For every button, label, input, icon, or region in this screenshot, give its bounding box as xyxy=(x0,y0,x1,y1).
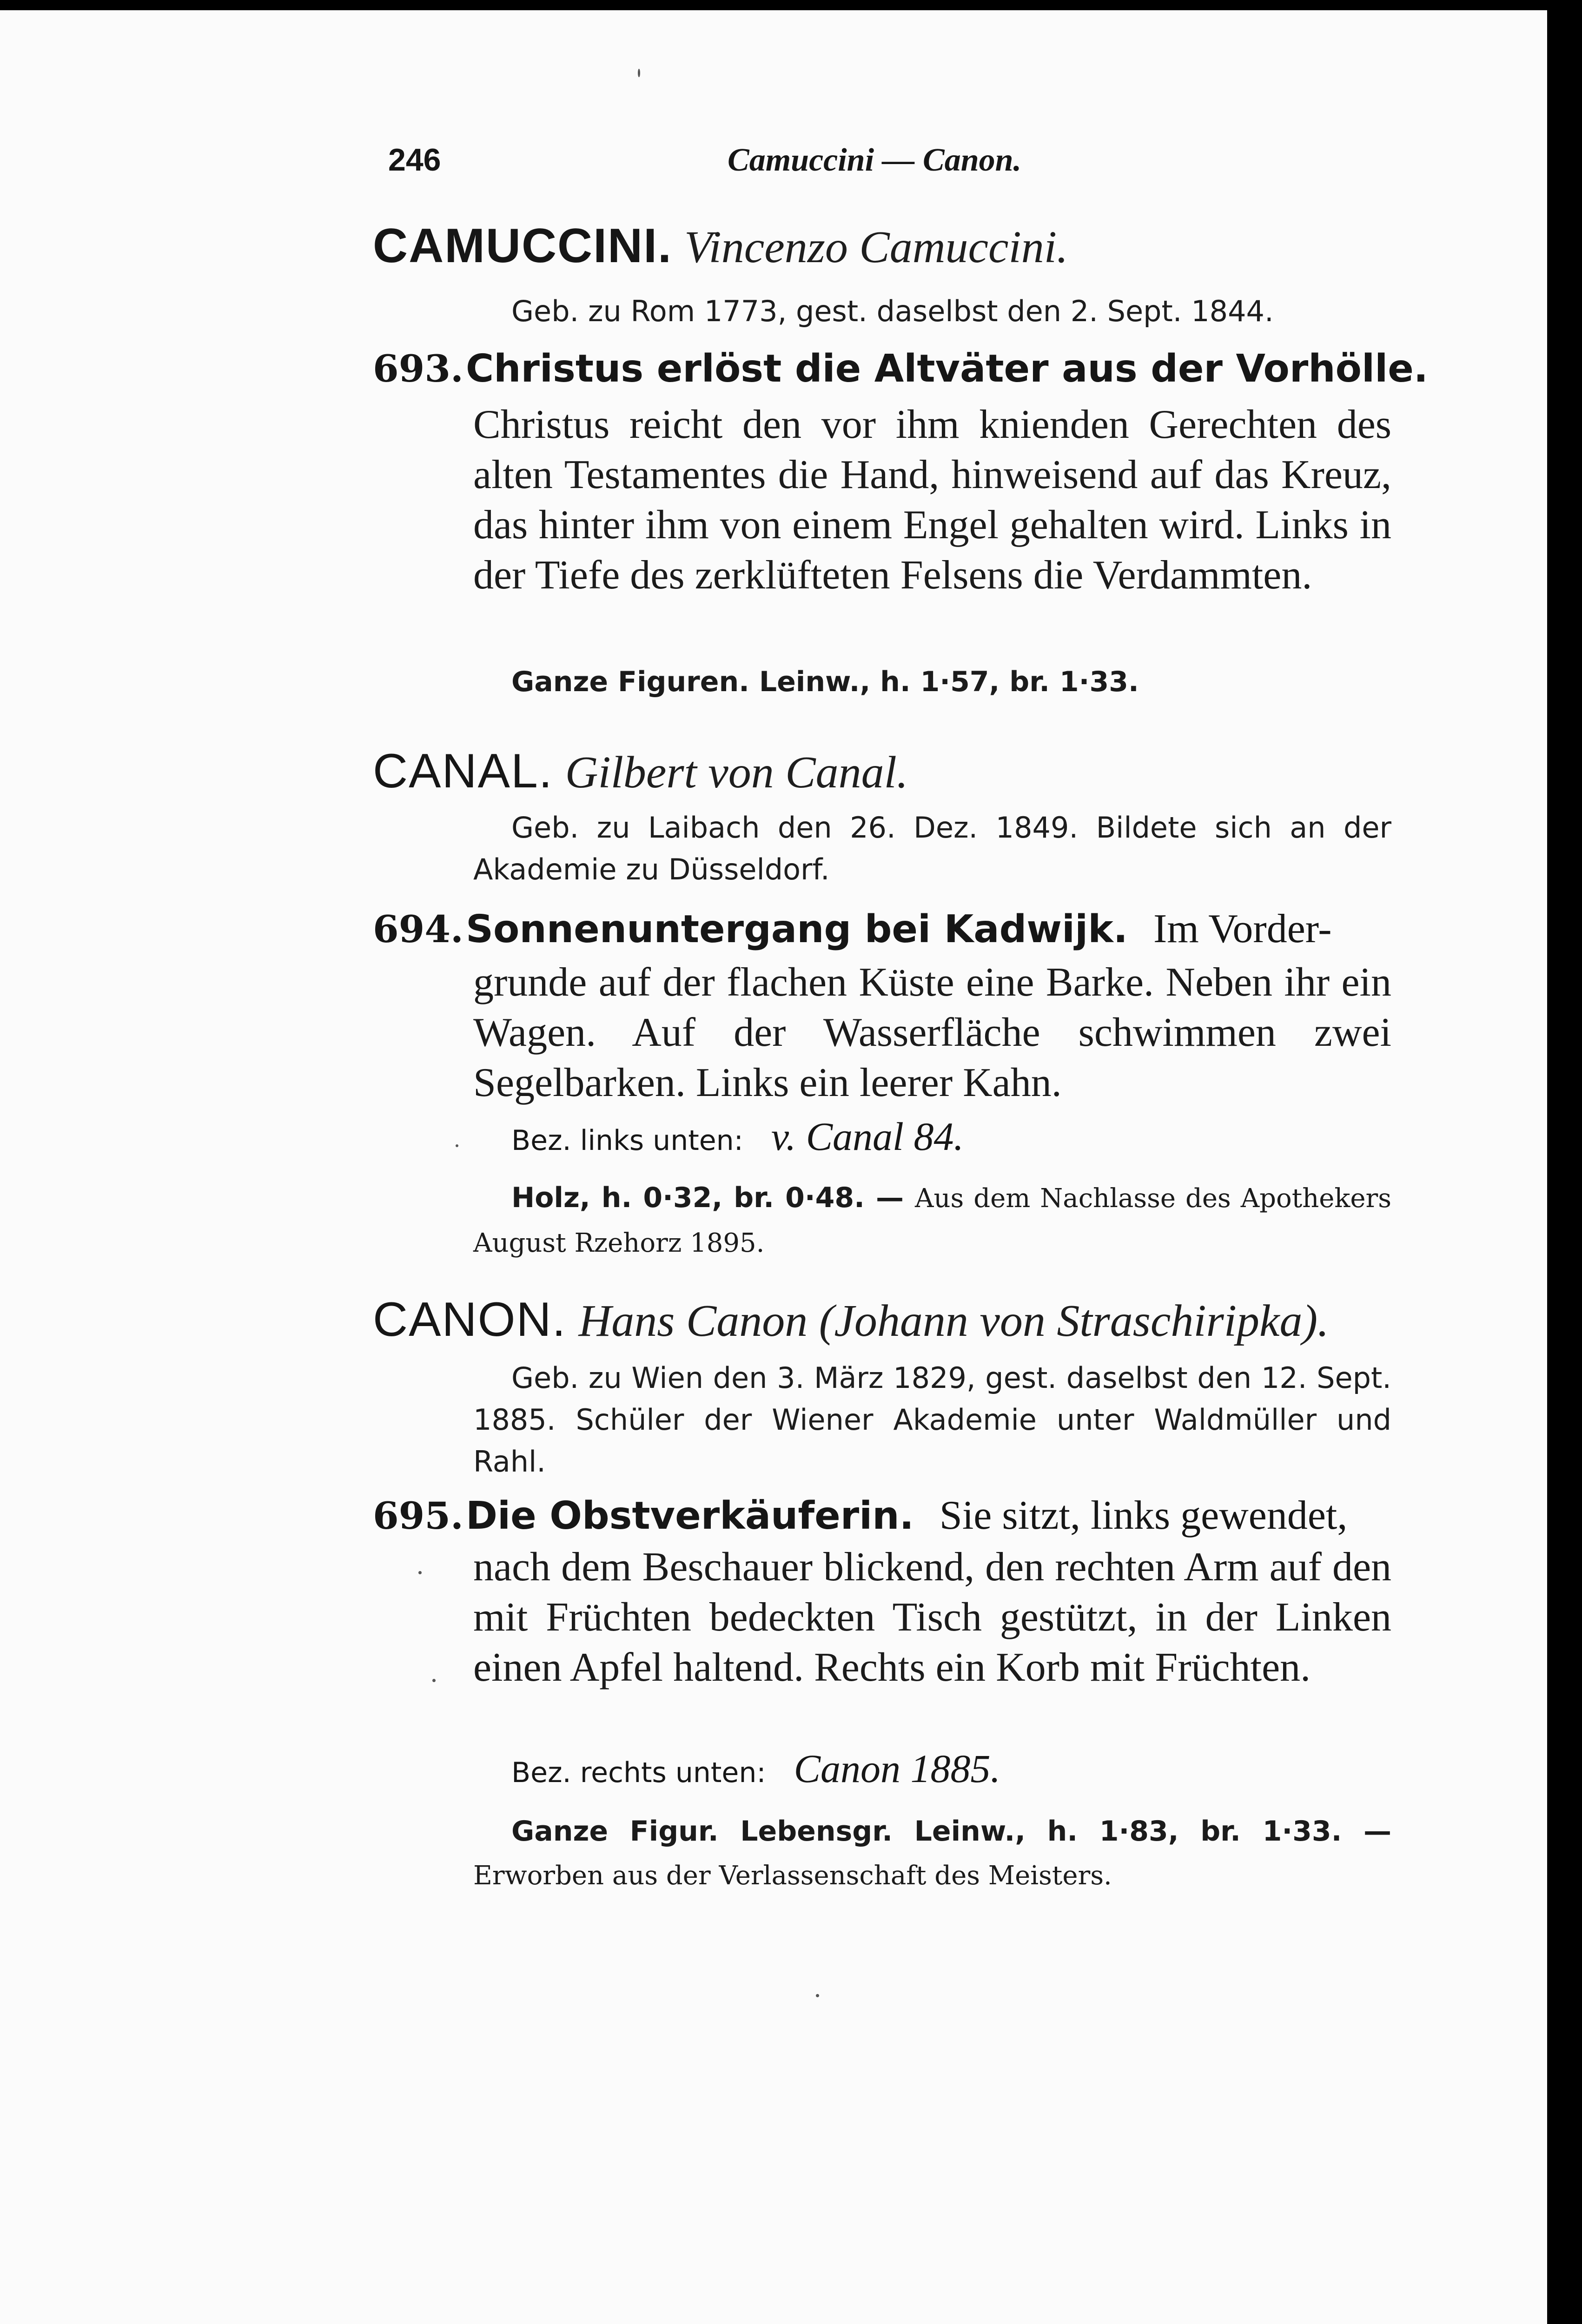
entry-description: Christus reicht den vor ihm knienden Gerechten des alten Testamentes die Hand, hinweisend auf das Kreuz, das hinter ihm von einem Engel gehalten wird. Links in der Tiefe des zerklüfteten Felsens die Verdammten. xyxy=(473,402,1391,598)
signature-label: Bez. links unten: xyxy=(511,1124,743,1157)
entry-description: grunde auf der flachen Küste eine Barke. Neben ihr ein Wagen. Auf der Wasserfläche schwimmen zwei Segelbarken. Links ein leerer Kahn. xyxy=(473,960,1391,1105)
page-number: 246 xyxy=(388,142,441,178)
artist-full-name: Vincenzo Camuccini. xyxy=(684,222,1068,272)
entry-description-start: Im Vorder- xyxy=(1153,906,1332,951)
entry-description-start: Sie sitzt, links gewendet, xyxy=(939,1493,1348,1538)
artist-heading-canon xyxy=(373,1292,1329,1347)
details-text: Holz, h. 0·32, br. 0·48. — xyxy=(511,1182,904,1214)
artist-name: CANAL. xyxy=(373,744,553,798)
scan-speck xyxy=(816,1994,819,1997)
entry-title: Sonnenuntergang bei Kadwijk. xyxy=(465,907,1128,951)
entry-title: Die Obstverkäuferin. xyxy=(465,1494,914,1538)
artist-name: CANON. xyxy=(373,1293,567,1347)
artist-bio: Geb. zu Laibach den 26. Dez. 1849. Bildete sich an der Akademie zu Düsseldorf. xyxy=(473,811,1391,886)
artist-heading-camuccini xyxy=(373,218,1068,274)
artist-full-name: Hans Canon (Johann von Straschiripka). xyxy=(578,1296,1329,1346)
artist-bio: Geb. zu Rom 1773, gest. daselbst den 2. Sept. 1844. xyxy=(511,294,1274,328)
provenance-text: Erworben aus der Verlassenschaft des Meisters. xyxy=(473,1861,1112,1891)
entry-heading-694 xyxy=(373,905,1332,952)
artist-name: CAMUCCINI. xyxy=(373,219,672,273)
entry-title: Christus erlöst die Altväter aus der Vorhölle. xyxy=(465,347,1428,391)
entry-number: 695. xyxy=(373,1494,463,1538)
scan-speck xyxy=(432,1679,436,1682)
entry-heading-693 xyxy=(373,347,1428,391)
details-text: Ganze Figur. Lebensgr. Leinw., h. 1·83, br. 1·33. — xyxy=(511,1815,1391,1848)
entry-number: 693. xyxy=(373,347,463,390)
scan-border-top xyxy=(0,0,1582,10)
artist-heading-canal xyxy=(373,744,908,799)
entry-details xyxy=(473,1176,1391,1265)
entry-signature xyxy=(511,1113,964,1160)
artist-full-name: Gilbert von Canal. xyxy=(565,747,908,798)
entry-signature xyxy=(511,1745,1000,1792)
signature-text: v. Canal 84. xyxy=(771,1114,964,1159)
entry-description: nach dem Beschauer blickend, den rechten Arm auf den mit Früchten bedeckten Tisch gestützt, in der Linken einen Apfel haltend. Rechts ein Korb mit Früchten. xyxy=(473,1545,1391,1690)
scan-speck xyxy=(418,1571,422,1574)
signature-label: Bez. rechts unten: xyxy=(511,1756,766,1789)
entry-number: 694. xyxy=(373,907,463,951)
artist-bio: Geb. zu Wien den 3. März 1829, gest. daselbst den 12. Sept. 1885. Schüler der Wiener Akademie unter Waldmüller und Rahl. xyxy=(473,1361,1391,1479)
entry-details xyxy=(473,1809,1391,1898)
entry-details: Ganze Figuren. Leinw., h. 1·57, br. 1·33. xyxy=(511,666,1139,698)
signature-text: Canon 1885. xyxy=(794,1746,1000,1791)
scan-speck xyxy=(456,1144,458,1147)
running-head: Camuccini — Canon. xyxy=(728,142,1022,178)
scan-border-right xyxy=(1547,0,1582,2324)
scan-speck xyxy=(638,69,640,77)
entry-heading-695 xyxy=(373,1492,1347,1539)
provenance-text: Aus dem Nachlasse des Apothekers August Rzehorz 1895. xyxy=(473,1183,1392,1258)
